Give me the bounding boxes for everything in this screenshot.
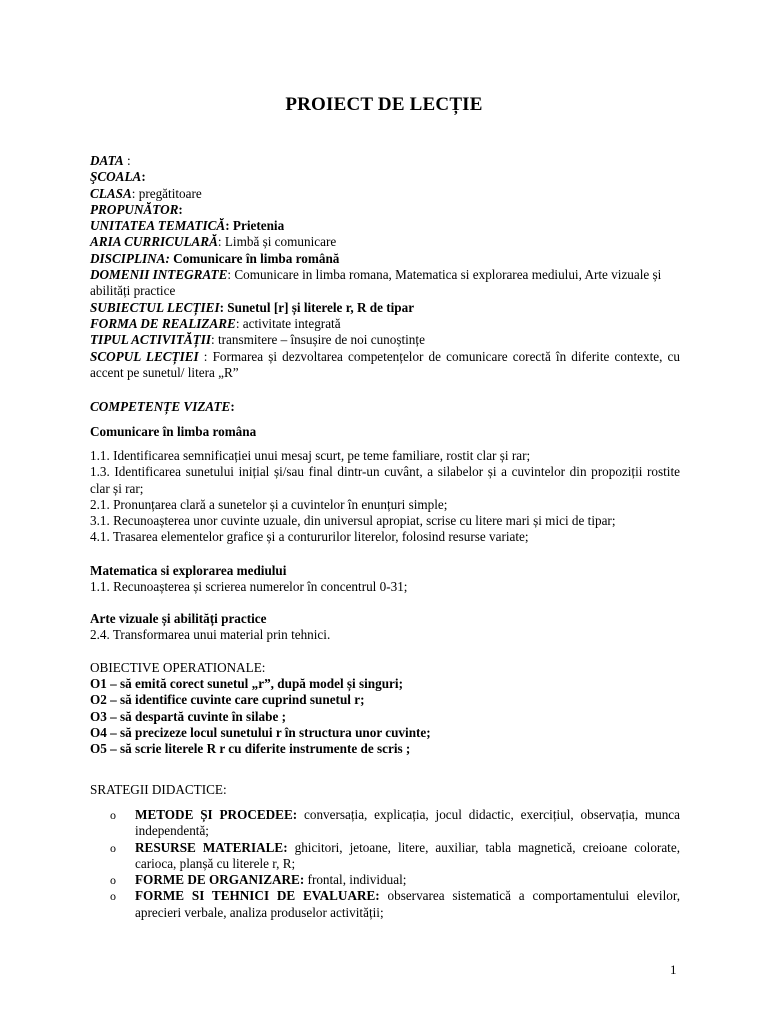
list-item: o FORME SI TEHNICI DE EVALUARE: observarea sistematică a comportamentului elevilor, aprecieri verbale, analiza produselor activității; [110,888,680,920]
list-item: O4 – să precizeze locul sunetului r în structura unor cuvinte; [90,724,431,740]
bullet-icon: o [110,873,116,888]
list-item: O1 – să emită corect sunetul „r”, după model și singuri; [90,676,403,691]
field-scopul: SCOPUL LECȚIEI : Formarea și dezvoltarea competențelor de comunicare corectă în diferite contexte, cu accent pe sunetul/ litera „R” [90,348,681,380]
list-item: 3.1. Recunoașterea unor cuvinte uzuale, din universul apropiat, scrise cu litere mari și mici de tipar; [90,513,616,529]
bullet-icon: o [110,808,116,822]
strategii-list [110,807,680,921]
list-item: o FORME DE ORGANIZARE: frontal, individual; [110,872,407,888]
section-title-arte: Arte vizuale și abilități practice [90,611,267,626]
obiective-list [90,676,680,757]
field-scoala: ŞCOALA: [90,169,146,185]
list-item: O2 – să identifice cuvinte care cuprind sunetul r; [90,692,365,708]
field-forma: FORMA DE REALIZARE: activitate integrată [90,315,341,331]
field-aria: ARIA CURRICULARĂ: Limbă și comunicare [90,234,337,250]
section-title-comunicare: Comunicare în limba româna [90,424,257,439]
field-unitatea: UNITATEA TEMATICĂ: Prietenia [90,218,285,234]
list-item: o METODE ȘI PROCEDEE: conversația, explicația, jocul didactic, exercițiul, observația, munca independentă; [110,807,680,839]
strategii-heading: SRATEGII DIDACTICE: [90,782,227,797]
field-subiect: SUBIECTUL LECȚIEI: Sunetul [r] și literele r, R de tipar [90,299,415,315]
list-item: 1.1. Identificarea semnificației unui mesaj scurt, pe teme familiare, rostit clar și rar; [90,448,531,463]
list-item: 2.4. Transformarea unui material prin tehnici. [90,627,331,642]
field-data: DATA : [90,153,131,168]
list-arte [90,627,680,643]
bullet-icon: o [110,889,116,904]
list-item: 2.1. Pronunțarea clară a sunetelor și a cuvintelor în enunțuri simple; [90,496,448,512]
bullet-icon: o [110,840,116,855]
section-title-matematica: Matematica si explorarea mediului [90,563,287,578]
list-item: O3 – să despartă cuvinte în silabe ; [90,708,286,724]
list-item: 1.1. Recunoașterea și scrierea numerelor în concentrul 0-31; [90,579,408,594]
list-item: 4.1. Trasarea elementelor grafice și a contururilor literelor, folosind resurse variate; [90,529,529,545]
field-tipul: TIPUL ACTIVITĂȚII: transmitere – însușire de noi cunoștințe [90,332,425,348]
obiective-heading: OBIECTIVE OPERATIONALE: [90,660,266,675]
lesson-header [90,153,680,381]
list-item: 1.3. Identificarea sunetului inițial și/sau final dintr-un cuvânt, a silabelor și a cuvintelor din propoziții rostite clar și rar; [90,464,680,496]
page-title: PROIECT DE LECȚIE [285,94,483,115]
field-domenii: DOMENII INTEGRATE: Comunicare in limba romana, Matematica si explorarea mediului, Arte vizuale și abilități practice [90,267,662,299]
list-item: O5 – să scrie literele R r cu diferite instrumente de scris ; [90,741,411,757]
competente-heading: COMPETENȚE VIZATE: [90,399,235,414]
field-propunator: PROPUNĂTOR: [90,201,183,217]
field-disciplina: DISCIPLINA: Comunicare în limba română [90,250,340,266]
list-matematica [90,579,680,595]
list-item: o RESURSE MATERIALE: ghicitori, jetoane, litere, auxiliar, tabla magnetică, creioane colorate, carioca, planșă cu literele r, R; [110,839,680,871]
page-number: 1 [670,962,677,977]
field-clasa: CLASA: pregătitoare [90,185,202,201]
list-comunicare [90,448,680,546]
